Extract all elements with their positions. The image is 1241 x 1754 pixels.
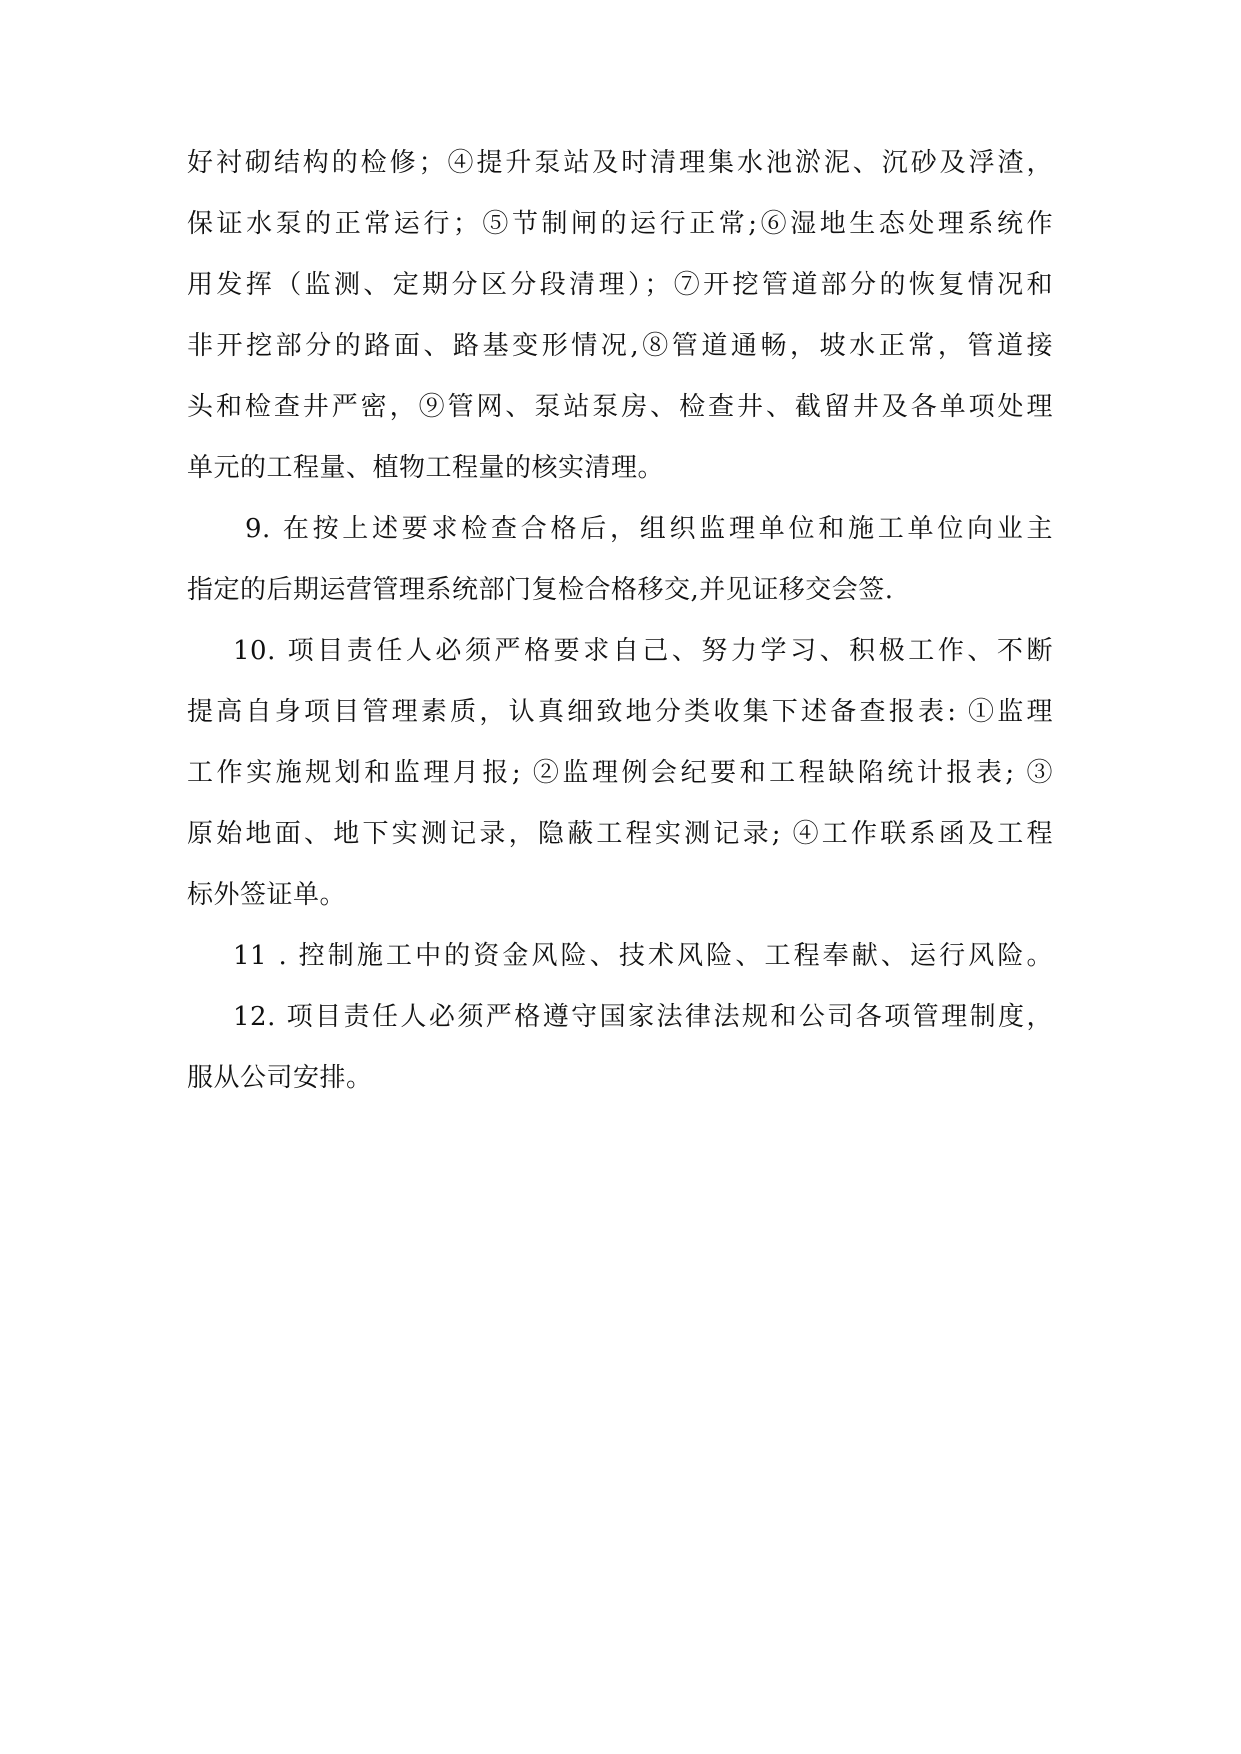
text-line: 指定的后期运营管理系统部门复检合格移交,并见证移交会签.	[187, 575, 894, 605]
text-line: 11 . 控制施工中的资金风险、技术风险、工程奉献、运行风险。	[233, 941, 1053, 971]
text-line: 头和检查井严密，⑨管网、泵站泵房、检查井、截留井及各单项处理	[187, 392, 1053, 422]
text-line: 12. 项目责任人必须严格遵守国家法律法规和公司各项管理制度，	[233, 1002, 1053, 1032]
text-line: 保证水泵的正常运行；⑤节制闸的运行正常;⑥湿地生态处理系统作	[187, 209, 1053, 239]
text-line: 好衬砌结构的检修；④提升泵站及时清理集水池淤泥、沉砂及浮渣，	[187, 148, 1053, 178]
text-line: 10. 项目责任人必须严格要求自己、努力学习、积极工作、不断	[233, 636, 1053, 666]
text-line: 服从公司安排。	[187, 1063, 373, 1093]
text-line: 工作实施规划和监理月报; ②监理例会纪要和工程缺陷统计报表; ③	[187, 758, 1053, 788]
text-line: 标外签证单。	[187, 880, 347, 910]
text-line: 非开挖部分的路面、路基变形情况,⑧管道通畅，坡水正常，管道接	[187, 331, 1053, 361]
text-line: 9. 在按上述要求检查合格后，组织监理单位和施工单位向业主	[245, 514, 1053, 544]
text-line: 用发挥（监测、定期分区分段清理）；⑦开挖管道部分的恢复情况和	[187, 270, 1053, 300]
text-line: 原始地面、地下实测记录，隐蔽工程实测记录; ④工作联系函及工程	[187, 819, 1053, 849]
text-line: 提高自身项目管理素质，认真细致地分类收集下述备查报表: ①监理	[187, 697, 1053, 727]
text-line: 单元的工程量、植物工程量的核实清理。	[187, 453, 665, 483]
